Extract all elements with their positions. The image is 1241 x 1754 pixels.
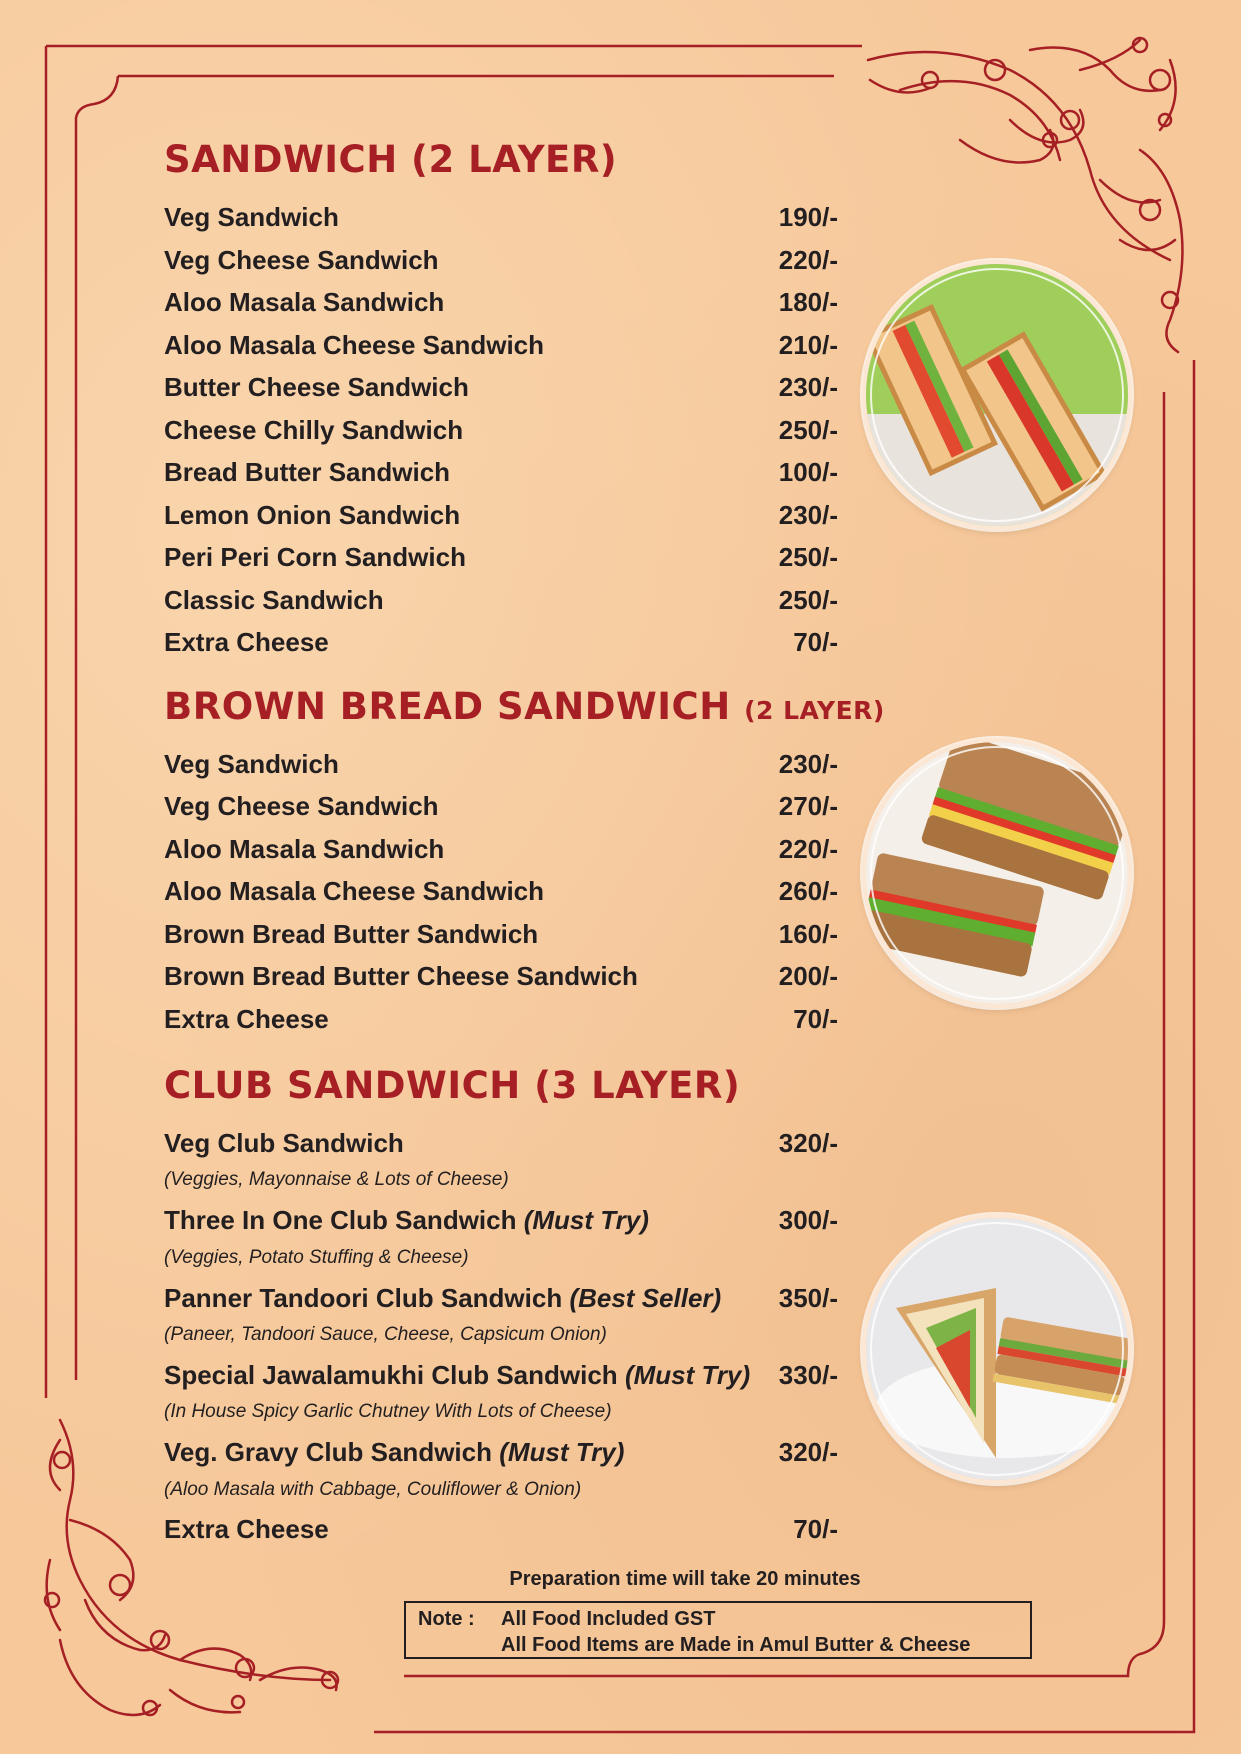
item-name: Brown Bread Butter Sandwich bbox=[164, 919, 539, 949]
item-name: Bread Butter Sandwich bbox=[164, 457, 451, 487]
item-description: (In House Spicy Garlic Chutney With Lots of Cheese) bbox=[164, 1401, 612, 1422]
item-name: Veg Cheese Sandwich bbox=[164, 791, 439, 821]
menu-item bbox=[164, 919, 838, 959]
menu-item bbox=[164, 876, 838, 916]
sandwich-image-3 bbox=[866, 1218, 1128, 1480]
note-box bbox=[404, 1601, 1032, 1659]
item-description: (Aloo Masala with Cabbage, Couliflower & Onion) bbox=[164, 1479, 582, 1500]
item-price: 330/- bbox=[778, 1360, 838, 1390]
item-name: Lemon Onion Sandwich bbox=[164, 500, 461, 530]
item-name: Aloo Masala Cheese Sandwich bbox=[164, 876, 545, 906]
item-price: 70/- bbox=[793, 1514, 838, 1544]
item-price: 230/- bbox=[778, 372, 838, 402]
menu-item bbox=[164, 330, 838, 370]
item-name-text: Veg. Gravy Club Sandwich bbox=[164, 1437, 492, 1467]
item-name bbox=[164, 1360, 750, 1391]
section-title-main: BROWN BREAD SANDWICH bbox=[164, 685, 731, 728]
menu-item bbox=[164, 1128, 838, 1168]
item-description: (Veggies, Mayonnaise & Lots of Cheese) bbox=[164, 1169, 509, 1190]
note-line-amul: All Food Items are Made in Amul Butter & Cheese bbox=[501, 1634, 971, 1656]
section-title-brown-bread-sandwich bbox=[164, 685, 885, 728]
menu-item bbox=[164, 834, 838, 874]
menu-item bbox=[164, 1205, 838, 1245]
menu-item bbox=[164, 372, 838, 412]
item-name: Veg Sandwich bbox=[164, 202, 339, 232]
menu-item bbox=[164, 202, 838, 242]
section-title-sandwich-2-layer: SANDWICH (2 LAYER) bbox=[164, 138, 618, 181]
item-name: Brown Bread Butter Cheese Sandwich bbox=[164, 961, 638, 991]
item-price: 270/- bbox=[778, 791, 838, 821]
item-tag: (Must Try) bbox=[523, 1205, 649, 1235]
item-price: 230/- bbox=[778, 500, 838, 530]
section-title-club-sandwich-3-layer: CLUB SANDWICH (3 LAYER) bbox=[164, 1064, 741, 1107]
note-label: Note : bbox=[418, 1608, 475, 1630]
menu-item bbox=[164, 749, 838, 789]
item-price: 200/- bbox=[778, 961, 838, 991]
item-name: Veg Sandwich bbox=[164, 749, 339, 779]
item-name: Peri Peri Corn Sandwich bbox=[164, 542, 466, 572]
item-price: 300/- bbox=[778, 1205, 838, 1235]
item-name: Aloo Masala Cheese Sandwich bbox=[164, 330, 545, 360]
menu-item bbox=[164, 500, 838, 540]
item-name: Cheese Chilly Sandwich bbox=[164, 415, 464, 445]
item-price: 70/- bbox=[793, 627, 838, 657]
menu-item bbox=[164, 542, 838, 582]
item-price: 180/- bbox=[778, 287, 838, 317]
item-name: Aloo Masala Sandwich bbox=[164, 834, 445, 864]
item-price: 320/- bbox=[778, 1437, 838, 1467]
menu-item bbox=[164, 961, 838, 1001]
item-price: 250/- bbox=[778, 585, 838, 615]
item-name-text: Panner Tandoori Club Sandwich bbox=[164, 1283, 563, 1313]
item-name: Veg Cheese Sandwich bbox=[164, 245, 439, 275]
item-name: Classic Sandwich bbox=[164, 585, 384, 615]
item-name-text: Veg Club Sandwich bbox=[164, 1128, 404, 1158]
item-price: 100/- bbox=[778, 457, 838, 487]
note-line-gst: All Food Included GST bbox=[501, 1608, 716, 1630]
sandwich-image-2 bbox=[866, 742, 1128, 1004]
sandwich-image-1 bbox=[866, 264, 1128, 526]
item-price: 70/- bbox=[793, 1004, 838, 1034]
item-price: 250/- bbox=[778, 415, 838, 445]
menu-item bbox=[164, 627, 838, 667]
item-name bbox=[164, 1514, 329, 1545]
menu-item bbox=[164, 457, 838, 497]
menu-item bbox=[164, 415, 838, 455]
menu-item bbox=[164, 245, 838, 285]
item-description: (Paneer, Tandoori Sauce, Cheese, Capsicum Onion) bbox=[164, 1324, 607, 1345]
item-price: 190/- bbox=[778, 202, 838, 232]
item-price: 350/- bbox=[778, 1283, 838, 1313]
item-name: Aloo Masala Sandwich bbox=[164, 287, 445, 317]
item-name bbox=[164, 1128, 404, 1159]
item-name: Extra Cheese bbox=[164, 1004, 329, 1034]
item-price: 220/- bbox=[778, 245, 838, 275]
menu-item bbox=[164, 585, 838, 625]
item-price: 320/- bbox=[778, 1128, 838, 1158]
item-name-text: Three In One Club Sandwich bbox=[164, 1205, 517, 1235]
item-price: 250/- bbox=[778, 542, 838, 572]
item-name bbox=[164, 1205, 649, 1236]
item-name-text: Extra Cheese bbox=[164, 1514, 329, 1544]
item-name bbox=[164, 1283, 721, 1314]
item-price: 230/- bbox=[778, 749, 838, 779]
menu-item bbox=[164, 287, 838, 327]
item-tag: (Must Try) bbox=[624, 1360, 751, 1390]
menu-item bbox=[164, 791, 838, 831]
item-name: Extra Cheese bbox=[164, 627, 329, 657]
item-tag: (Must Try) bbox=[499, 1437, 625, 1467]
section-title-suffix: (2 LAYER) bbox=[744, 696, 885, 725]
preparation-time-note: Preparation time will take 20 minutes bbox=[509, 1568, 861, 1590]
item-price: 260/- bbox=[778, 876, 838, 906]
item-name: Butter Cheese Sandwich bbox=[164, 372, 469, 402]
item-price: 210/- bbox=[778, 330, 838, 360]
item-price: 160/- bbox=[778, 919, 838, 949]
item-tag: (Best Seller) bbox=[569, 1283, 722, 1313]
item-price: 220/- bbox=[778, 834, 838, 864]
menu-item bbox=[164, 1437, 838, 1477]
menu-item bbox=[164, 1514, 838, 1554]
menu-item bbox=[164, 1004, 838, 1044]
item-name-text: Special Jawalamukhi Club Sandwich bbox=[164, 1360, 618, 1390]
item-description: (Veggies, Potato Stuffing & Cheese) bbox=[164, 1247, 469, 1268]
item-name bbox=[164, 1437, 624, 1468]
menu-item bbox=[164, 1360, 838, 1400]
menu-item bbox=[164, 1283, 838, 1323]
